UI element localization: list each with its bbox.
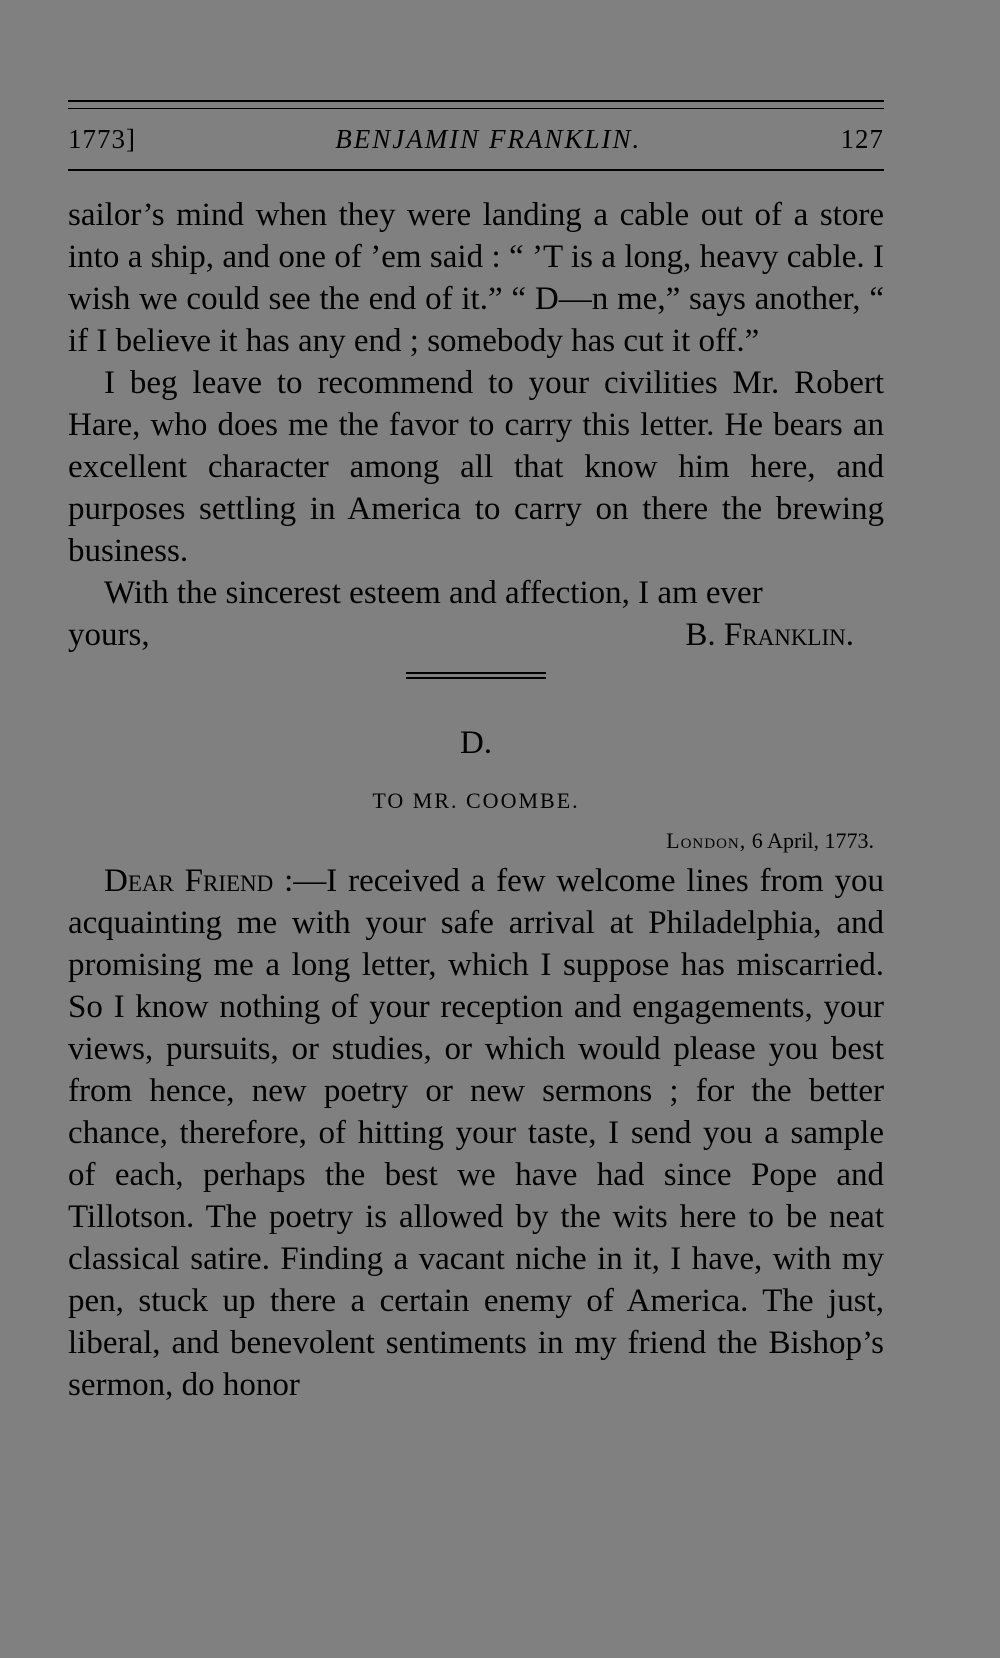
letter-dateline xyxy=(68,828,884,854)
letter-body xyxy=(68,860,884,1406)
header-year: 1773] xyxy=(68,124,136,154)
header-title: BENJAMIN FRANKLIN. xyxy=(335,124,642,154)
closing-yours: yours, xyxy=(68,617,150,653)
section-heading: D. xyxy=(459,725,493,761)
paragraph-closing-line: With the sincerest esteem and affection, I am ever xyxy=(104,575,763,611)
book-page xyxy=(68,100,884,1406)
letter-text: :—I received a few welcome lines from you acquainting me with your safe arrival at Philadelphia, and promising me a long letter, which I suppose has miscarried. So I know nothing of your reception and engagements, your views, pursuits, or studies, or which would please you best from hence, new poetry or new sermons ; for the better chance, therefore, of hitting your taste, I send you a sample of each, perhaps the best we have had since Pope and Tillotson. The poetry is allowed by the wits here to be neat classical satire. Finding a vacant niche in it, I have, with my pen, stuck up there a certain enemy of America. The just, liberal, and benevolent sentiments in my friend the Bishop’s sermon, do honor xyxy=(68,863,884,1403)
header-bottom-rule xyxy=(68,169,884,171)
paragraph-cable-anecdote: sailor’s mind when they were landing a cable out of a store into a ship, and one of ’em said : “ ’T is a long, heavy cable. I wish we could see the end of it.” “ D—n me,” says another, “ if I believe it has any end ; somebody has cut it off.” xyxy=(68,197,884,359)
dateline-place: London, xyxy=(666,828,747,853)
signoff xyxy=(68,614,884,656)
running-header xyxy=(68,109,884,169)
continued-letter xyxy=(68,194,884,656)
coombe-letter xyxy=(68,860,884,1406)
header-top-rule xyxy=(68,100,884,109)
dateline-date: 6 April, 1773. xyxy=(751,828,874,853)
signature: B. Franklin. xyxy=(685,617,854,653)
letter-salutation: Dear Friend xyxy=(104,863,274,899)
section-divider xyxy=(406,672,546,679)
letter-addressee: TO MR. COOMBE. xyxy=(372,788,580,813)
paragraph-robert-hare: I beg leave to recommend to your civilities Mr. Robert Hare, who does me the favor to carry this letter. He bears an excellent character among all that know him here, and purposes settling in America to carry on there the brewing business. xyxy=(68,365,884,569)
page-number: 127 xyxy=(840,124,884,154)
